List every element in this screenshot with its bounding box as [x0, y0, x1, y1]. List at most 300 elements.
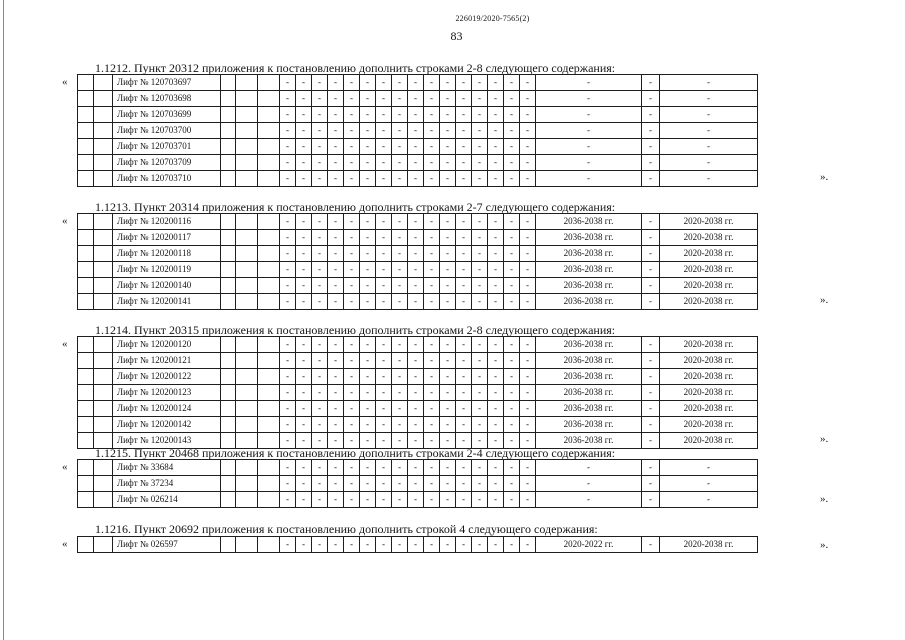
dash-cell: - [376, 537, 392, 553]
dash-cell: - [392, 417, 408, 433]
dash-cell: - [440, 401, 456, 417]
dash-cell: - [456, 91, 472, 107]
dash-cell: - [392, 155, 408, 171]
period-cell: 2036-2038 гг. [536, 401, 642, 417]
dash-cell: - [328, 401, 344, 417]
dash-cell: - [280, 75, 296, 91]
dash-cell: - [424, 401, 440, 417]
elevator-name-cell: Лифт № 120200143 [113, 433, 221, 449]
dash-cell: - [360, 230, 376, 246]
number-cell [94, 353, 113, 369]
dash-cell: - [472, 433, 488, 449]
dash-cell: - [312, 123, 328, 139]
dash-cell: - [408, 417, 424, 433]
blank-cell [236, 171, 258, 187]
dash-cell: - [642, 123, 660, 139]
blank-cell [221, 214, 236, 230]
dash-cell: - [312, 492, 328, 508]
dash-cell: - [440, 369, 456, 385]
dash-cell: - [520, 75, 536, 91]
dash-cell: - [280, 123, 296, 139]
dash-cell: - [504, 91, 520, 107]
dash-cell: - [328, 139, 344, 155]
dash-cell: - [408, 401, 424, 417]
dash-cell: - [360, 171, 376, 187]
dash-cell: - [296, 385, 312, 401]
blank-cell [221, 401, 236, 417]
table-row [78, 401, 758, 417]
dash-cell: - [424, 246, 440, 262]
blank-cell [236, 262, 258, 278]
dash-cell: - [392, 294, 408, 310]
period-cell: - [536, 139, 642, 155]
number-cell [94, 476, 113, 492]
dash-cell: - [408, 369, 424, 385]
dash-cell: - [408, 230, 424, 246]
dash-cell: - [440, 155, 456, 171]
blank-cell [258, 460, 280, 476]
dash-cell: - [424, 278, 440, 294]
dash-cell: - [344, 294, 360, 310]
blank-cell [258, 75, 280, 91]
dash-cell: - [408, 214, 424, 230]
dash-cell: - [312, 385, 328, 401]
dash-cell: - [296, 123, 312, 139]
dash-cell: - [296, 214, 312, 230]
dash-cell: - [472, 460, 488, 476]
dash-cell: - [488, 171, 504, 187]
dash-cell: - [504, 75, 520, 91]
dash-cell: - [376, 278, 392, 294]
dash-cell: - [456, 385, 472, 401]
dash-cell: - [488, 75, 504, 91]
table-row [78, 75, 758, 91]
number-cell [94, 417, 113, 433]
period-cell: - [536, 171, 642, 187]
dash-cell: - [488, 278, 504, 294]
dash-cell: - [408, 123, 424, 139]
number-cell [94, 537, 113, 553]
dash-cell: - [440, 492, 456, 508]
blank-cell [221, 155, 236, 171]
dash-cell: - [392, 492, 408, 508]
blank-cell [221, 75, 236, 91]
table-row [78, 230, 758, 246]
dash-cell: - [280, 476, 296, 492]
dash-cell: - [328, 230, 344, 246]
period-cell: 2020-2038 гг. [660, 262, 758, 278]
dash-cell: - [392, 246, 408, 262]
dash-cell: - [296, 476, 312, 492]
blank-cell [258, 278, 280, 294]
dash-cell: - [504, 369, 520, 385]
dash-cell: - [642, 401, 660, 417]
period-cell: 2036-2038 гг. [536, 278, 642, 294]
dash-cell: - [642, 155, 660, 171]
table-row [78, 139, 758, 155]
dash-cell: - [440, 433, 456, 449]
index-cell [78, 214, 94, 230]
blank-cell [221, 171, 236, 187]
dash-cell: - [296, 230, 312, 246]
dash-cell: - [440, 353, 456, 369]
dash-cell: - [504, 123, 520, 139]
dash-cell: - [504, 107, 520, 123]
blank-cell [236, 337, 258, 353]
dash-cell: - [360, 369, 376, 385]
dash-cell: - [472, 246, 488, 262]
dash-cell: - [328, 246, 344, 262]
dash-cell: - [642, 246, 660, 262]
dash-cell: - [488, 433, 504, 449]
dash-cell: - [392, 171, 408, 187]
dash-cell: - [360, 417, 376, 433]
dash-cell: - [376, 123, 392, 139]
dash-cell: - [520, 214, 536, 230]
dash-cell: - [440, 246, 456, 262]
dash-cell: - [504, 139, 520, 155]
dash-cell: - [472, 230, 488, 246]
table-row [78, 460, 758, 476]
dash-cell: - [642, 460, 660, 476]
index-cell [78, 230, 94, 246]
blank-cell [221, 537, 236, 553]
dash-cell: - [520, 155, 536, 171]
dash-cell: - [504, 385, 520, 401]
dash-cell: - [472, 214, 488, 230]
index-cell [78, 155, 94, 171]
table-row [78, 294, 758, 310]
dash-cell: - [360, 337, 376, 353]
dash-cell: - [424, 492, 440, 508]
elevator-name-cell: Лифт № 120200140 [113, 278, 221, 294]
dash-cell: - [344, 353, 360, 369]
elevator-name-cell: Лифт № 120200121 [113, 353, 221, 369]
dash-cell: - [296, 337, 312, 353]
dash-cell: - [360, 123, 376, 139]
dash-cell: - [456, 75, 472, 91]
dash-cell: - [424, 75, 440, 91]
table-row [78, 262, 758, 278]
dash-cell: - [344, 155, 360, 171]
dash-cell: - [440, 385, 456, 401]
dash-cell: - [456, 155, 472, 171]
blank-cell [258, 214, 280, 230]
dash-cell: - [312, 139, 328, 155]
dash-cell: - [472, 278, 488, 294]
period-cell: - [536, 123, 642, 139]
dash-cell: - [408, 139, 424, 155]
dash-cell: - [328, 294, 344, 310]
table-row [78, 123, 758, 139]
dash-cell: - [520, 278, 536, 294]
index-cell [78, 294, 94, 310]
dash-cell: - [424, 139, 440, 155]
dash-cell: - [520, 246, 536, 262]
dash-cell: - [344, 214, 360, 230]
dash-cell: - [312, 337, 328, 353]
dash-cell: - [488, 353, 504, 369]
dash-cell: - [456, 139, 472, 155]
dash-cell: - [280, 460, 296, 476]
dash-cell: - [280, 369, 296, 385]
elevator-name-cell: Лифт № 120703698 [113, 91, 221, 107]
dash-cell: - [312, 75, 328, 91]
dash-cell: - [344, 460, 360, 476]
dash-cell: - [392, 537, 408, 553]
number-cell [94, 246, 113, 262]
dash-cell: - [296, 417, 312, 433]
amendment-table [77, 536, 758, 553]
dash-cell: - [344, 476, 360, 492]
dash-cell: - [488, 417, 504, 433]
dash-cell: - [296, 155, 312, 171]
blank-cell [221, 262, 236, 278]
period-cell: 2036-2038 гг. [536, 353, 642, 369]
blank-cell [221, 353, 236, 369]
dash-cell: - [456, 262, 472, 278]
dash-cell: - [504, 294, 520, 310]
number-cell [94, 139, 113, 155]
dash-cell: - [520, 353, 536, 369]
dash-cell: - [472, 75, 488, 91]
dash-cell: - [456, 476, 472, 492]
dash-cell: - [408, 433, 424, 449]
dash-cell: - [280, 230, 296, 246]
dash-cell: - [488, 369, 504, 385]
blank-cell [236, 537, 258, 553]
dash-cell: - [328, 417, 344, 433]
elevator-name-cell: Лифт № 33684 [113, 460, 221, 476]
dash-cell: - [424, 294, 440, 310]
period-cell: - [536, 492, 642, 508]
blank-cell [236, 492, 258, 508]
dash-cell: - [408, 278, 424, 294]
dash-cell: - [520, 369, 536, 385]
dash-cell: - [504, 171, 520, 187]
dash-cell: - [488, 107, 504, 123]
dash-cell: - [360, 401, 376, 417]
dash-cell: - [312, 353, 328, 369]
blank-cell [258, 537, 280, 553]
dash-cell: - [440, 476, 456, 492]
dash-cell: - [296, 433, 312, 449]
blank-cell [258, 294, 280, 310]
dash-cell: - [296, 171, 312, 187]
dash-cell: - [408, 476, 424, 492]
table-row [78, 107, 758, 123]
elevator-name-cell: Лифт № 120200123 [113, 385, 221, 401]
amendment-table [77, 336, 758, 449]
dash-cell: - [344, 278, 360, 294]
dash-cell: - [440, 107, 456, 123]
index-cell [78, 171, 94, 187]
dash-cell: - [472, 262, 488, 278]
dash-cell: - [312, 155, 328, 171]
table-row [78, 353, 758, 369]
section-heading: 1.1214. Пункт 20315 приложения к постановлению дополнить строками 2-8 следующего содержания: [95, 323, 616, 337]
table-row [78, 417, 758, 433]
period-cell: 2020-2038 гг. [660, 537, 758, 553]
dash-cell: - [520, 171, 536, 187]
dash-cell: - [504, 155, 520, 171]
blank-cell [258, 139, 280, 155]
dash-cell: - [440, 417, 456, 433]
dash-cell: - [280, 294, 296, 310]
dash-cell: - [376, 155, 392, 171]
opening-quote: « [62, 215, 68, 227]
number-cell [94, 107, 113, 123]
index-cell [78, 139, 94, 155]
dash-cell: - [504, 262, 520, 278]
dash-cell: - [392, 230, 408, 246]
dash-cell: - [424, 214, 440, 230]
dash-cell: - [456, 171, 472, 187]
dash-cell: - [408, 337, 424, 353]
dash-cell: - [424, 385, 440, 401]
dash-cell: - [472, 337, 488, 353]
number-cell [94, 171, 113, 187]
dash-cell: - [440, 171, 456, 187]
dash-cell: - [642, 278, 660, 294]
dash-cell: - [392, 278, 408, 294]
dash-cell: - [488, 91, 504, 107]
blank-cell [221, 294, 236, 310]
dash-cell: - [344, 171, 360, 187]
dash-cell: - [280, 337, 296, 353]
elevator-name-cell: Лифт № 120200141 [113, 294, 221, 310]
period-cell: 2036-2038 гг. [536, 385, 642, 401]
dash-cell: - [424, 123, 440, 139]
dash-cell: - [488, 262, 504, 278]
dash-cell: - [328, 262, 344, 278]
table-row [78, 476, 758, 492]
dash-cell: - [312, 460, 328, 476]
dash-cell: - [376, 262, 392, 278]
elevator-name-cell: Лифт № 120703701 [113, 139, 221, 155]
dash-cell: - [280, 278, 296, 294]
number-cell [94, 294, 113, 310]
closing-quote: ». [820, 493, 829, 506]
dash-cell: - [296, 278, 312, 294]
dash-cell: - [642, 75, 660, 91]
section-heading: 1.1213. Пункт 20314 приложения к постановлению дополнить строками 2-7 следующего содержания: [95, 200, 616, 214]
blank-cell [258, 476, 280, 492]
blank-cell [258, 262, 280, 278]
index-cell [78, 75, 94, 91]
dash-cell: - [280, 214, 296, 230]
elevator-name-cell: Лифт № 120200116 [113, 214, 221, 230]
dash-cell: - [472, 171, 488, 187]
dash-cell: - [504, 246, 520, 262]
blank-cell [221, 337, 236, 353]
dash-cell: - [488, 246, 504, 262]
page-number: 83 [450, 29, 463, 43]
elevator-name-cell: Лифт № 120703709 [113, 155, 221, 171]
dash-cell: - [642, 214, 660, 230]
dash-cell: - [520, 476, 536, 492]
dash-cell: - [456, 246, 472, 262]
dash-cell: - [312, 91, 328, 107]
dash-cell: - [280, 171, 296, 187]
dash-cell: - [280, 246, 296, 262]
closing-quote: ». [820, 170, 829, 183]
blank-cell [221, 230, 236, 246]
dash-cell: - [376, 171, 392, 187]
dash-cell: - [440, 294, 456, 310]
dash-cell: - [408, 353, 424, 369]
period-cell: 2020-2022 гг. [536, 537, 642, 553]
elevator-name-cell: Лифт № 37234 [113, 476, 221, 492]
dash-cell: - [488, 230, 504, 246]
dash-cell: - [440, 91, 456, 107]
elevator-name-cell: Лифт № 120703697 [113, 75, 221, 91]
dash-cell: - [456, 353, 472, 369]
dash-cell: - [520, 262, 536, 278]
dash-cell: - [296, 537, 312, 553]
number-cell [94, 214, 113, 230]
dash-cell: - [504, 417, 520, 433]
dash-cell: - [642, 91, 660, 107]
dash-cell: - [642, 139, 660, 155]
dash-cell: - [642, 537, 660, 553]
dash-cell: - [456, 433, 472, 449]
blank-cell [236, 123, 258, 139]
dash-cell: - [456, 214, 472, 230]
dash-cell: - [408, 537, 424, 553]
dash-cell: - [488, 214, 504, 230]
closing-quote: ». [820, 539, 829, 551]
dash-cell: - [328, 369, 344, 385]
blank-cell [236, 107, 258, 123]
dash-cell: - [344, 385, 360, 401]
closing-quote: ». [820, 294, 829, 306]
blank-cell [221, 123, 236, 139]
dash-cell: - [328, 433, 344, 449]
period-cell: - [536, 460, 642, 476]
period-cell: - [660, 155, 758, 171]
period-cell: 2036-2038 гг. [536, 214, 642, 230]
table-row [78, 214, 758, 230]
blank-cell [258, 107, 280, 123]
table-row [78, 537, 758, 553]
dash-cell: - [376, 139, 392, 155]
dash-cell: - [440, 337, 456, 353]
dash-cell: - [472, 385, 488, 401]
table-row [78, 171, 758, 187]
dash-cell: - [392, 401, 408, 417]
dash-cell: - [642, 433, 660, 449]
period-cell: 2036-2038 гг. [536, 294, 642, 310]
dash-cell: - [360, 353, 376, 369]
elevator-name-cell: Лифт № 120200119 [113, 262, 221, 278]
blank-cell [258, 353, 280, 369]
dash-cell: - [424, 537, 440, 553]
index-cell [78, 107, 94, 123]
dash-cell: - [424, 262, 440, 278]
period-cell: - [536, 476, 642, 492]
number-cell [94, 155, 113, 171]
dash-cell: - [344, 492, 360, 508]
dash-cell: - [456, 492, 472, 508]
dash-cell: - [408, 107, 424, 123]
blank-cell [236, 385, 258, 401]
dash-cell: - [360, 75, 376, 91]
period-cell: - [660, 123, 758, 139]
period-cell: - [660, 492, 758, 508]
elevator-name-cell: Лифт № 120200122 [113, 369, 221, 385]
dash-cell: - [472, 353, 488, 369]
